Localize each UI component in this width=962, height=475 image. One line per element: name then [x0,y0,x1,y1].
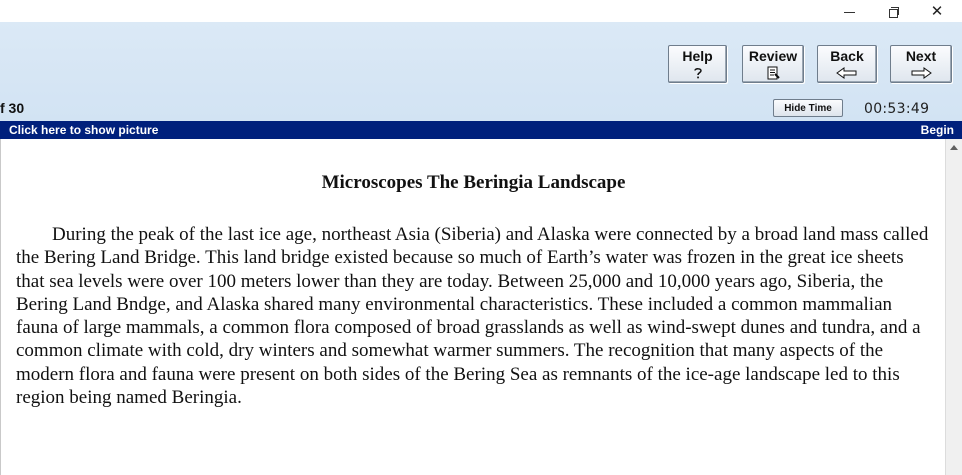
next-button-label: Next [905,48,937,64]
back-button[interactable] [817,45,877,83]
minimize-button[interactable] [826,0,872,22]
question-counter: f 30 [0,100,25,116]
passage-scrollbar[interactable] [945,139,962,475]
help-button[interactable] [668,45,727,83]
window-titlebar [0,0,962,22]
review-button[interactable] [742,45,804,83]
begin-link[interactable]: Begin [920,123,954,137]
hide-time-button[interactable]: Hide Time [773,99,843,117]
scroll-up-button[interactable] [946,139,962,156]
passage-pane [0,139,945,475]
triangle-up-icon [950,145,958,150]
next-button[interactable] [890,45,952,83]
review-list-icon [766,66,780,80]
minimize-icon [844,12,855,13]
review-button-label: Review [748,48,798,64]
passage-action-bar [0,121,962,139]
arrow-right-icon [910,66,932,80]
passage-title: Microscopes The Beringia Landscape [321,172,626,193]
restore-icon [889,7,898,16]
help-button-label: Help [682,48,713,64]
restore-button[interactable] [870,0,916,22]
test-header [0,22,962,121]
close-button[interactable] [914,0,960,22]
close-icon: ✕ [930,1,944,20]
timer-display: 00:53:49 [864,101,930,117]
arrow-left-icon [836,66,858,80]
show-picture-link[interactable]: Click here to show picture [9,123,159,137]
back-button-label: Back [830,48,864,64]
passage-paragraph: During the peak of the last ice age, northeast Asia (Siberia) and Alaska were connected by a broad land mass called the Bering Land Bridge. This land bridge existed because so much of Earth’s water was frozen in the great ice sheets that sea levels were over 100 meters lower than they are today. Between 25,000 and 10,000 years ago, Siberia, the Bering Land Bndge, and Alaska shared many environmental characteristics. These included a common mammalian fauna of large mammals, a common flora composed of broad grasslands as well as wind-swept dunes and tundra, and a common climate with cold, dry winters and somewhat warmer summers. The recognition that many aspects of the modern flora and fauna were present on both sides of the Bering Sea as remnants of the ice-age landscape led to this region being named Beringia. [16,224,929,409]
question-mark-icon [691,66,705,80]
